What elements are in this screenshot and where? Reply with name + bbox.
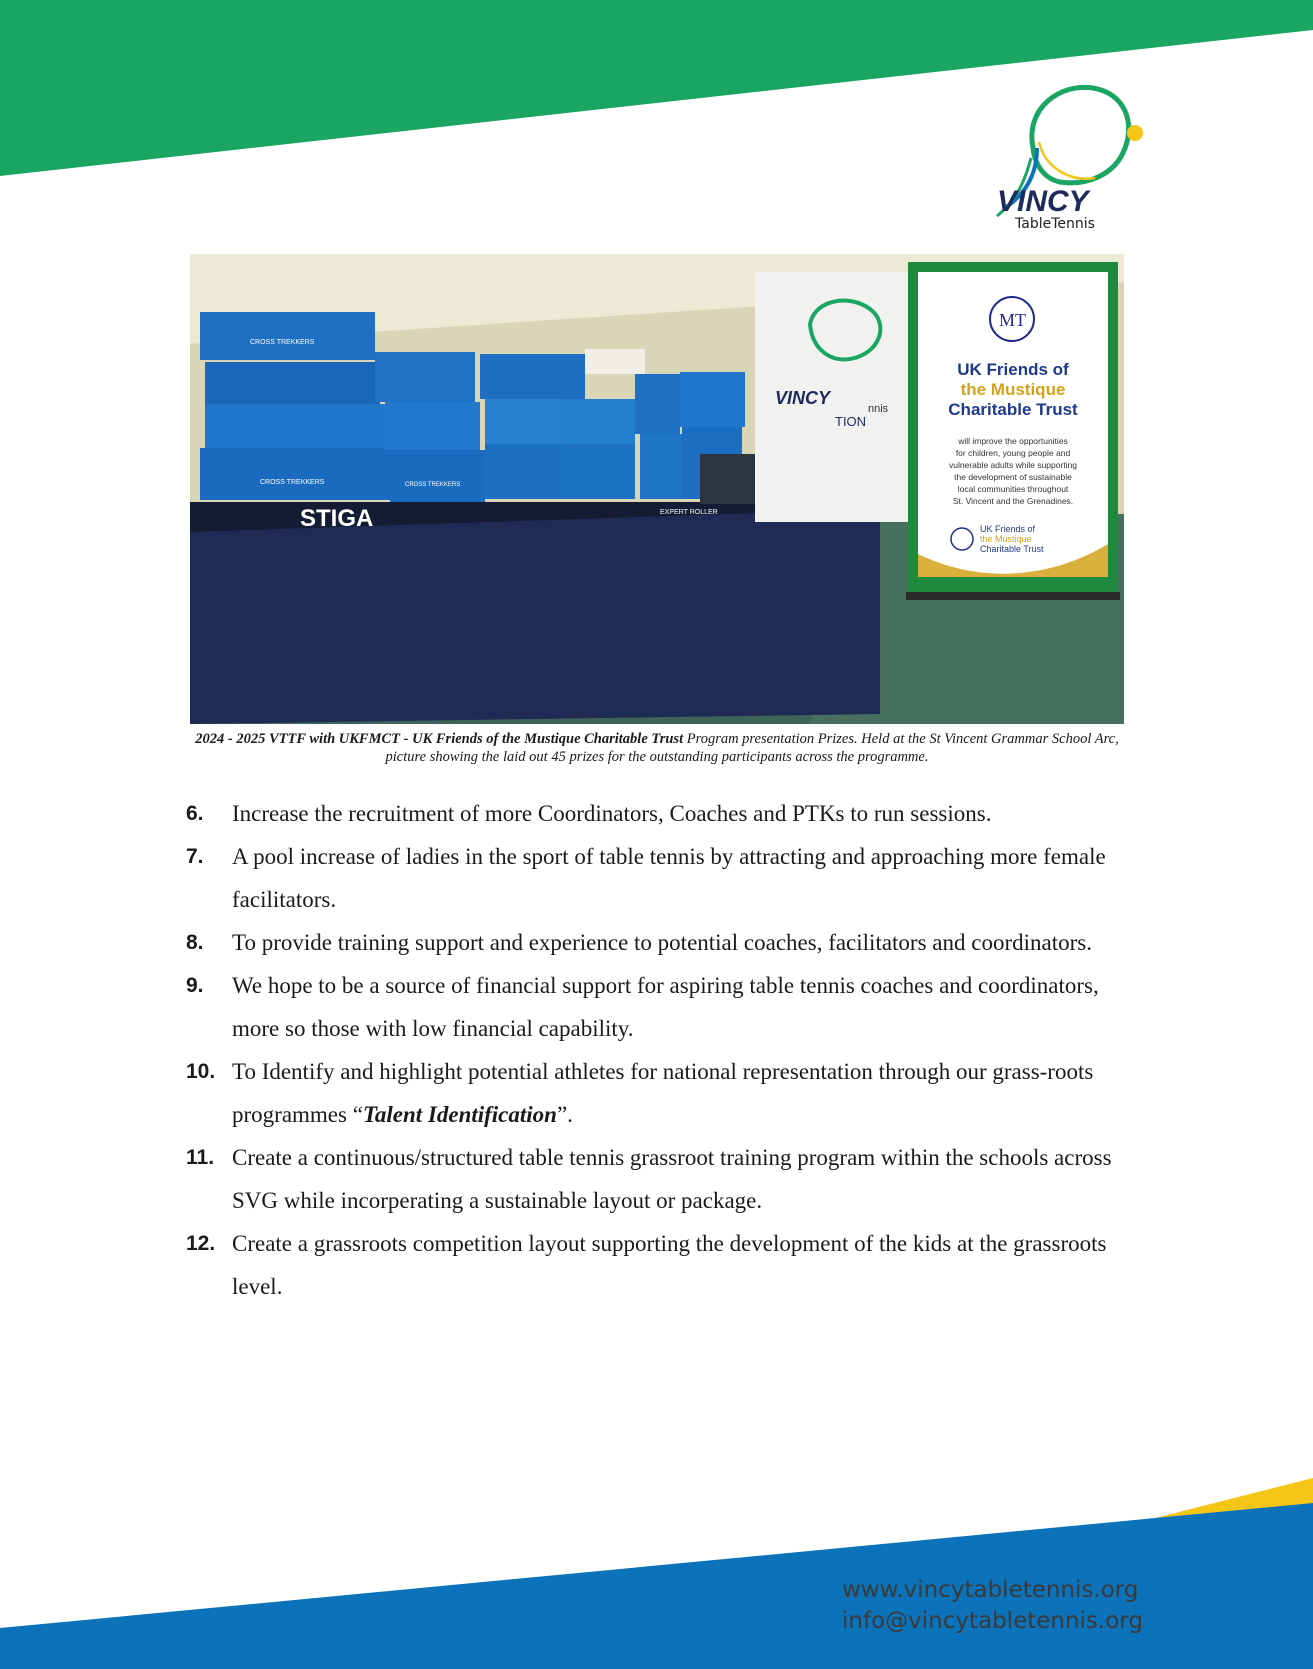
photo-caption <box>180 730 1134 766</box>
caption-bold-part: 2024 - 2025 VTTF with UKFMCT - UK Friends of the Mustique Charitable Trust <box>195 731 684 747</box>
email-text: info@vincytabletennis.org <box>842 1608 1143 1634</box>
banner-vincy-text: VINCY <box>775 388 831 408</box>
list-item <box>186 964 1146 1050</box>
list-item <box>186 1136 1146 1222</box>
list-item <box>186 1050 1146 1136</box>
ball-icon <box>1127 125 1143 141</box>
item-text: To provide training support and experience to potential coaches, facilitators and coordinators. <box>232 930 1092 955</box>
paddle-logo-icon <box>975 78 1155 238</box>
banner-nnis-text: nnis <box>868 403 889 415</box>
list-item <box>186 1222 1146 1308</box>
list-item <box>186 835 1146 921</box>
net-label-text: EXPERT ROLLER <box>660 509 718 516</box>
vincy-table-tennis-logo <box>975 78 1155 238</box>
banner-body-line: for children, young people and <box>955 448 1071 458</box>
vincy-foundation-banner <box>755 272 910 522</box>
item-text: A pool increase of ladies in the sport of table tennis by attracting and approaching more female facilitators. <box>232 844 1106 912</box>
goals-list <box>186 792 1146 1308</box>
caption-rest: Program presentation Prizes. Held at the St Vincent Grammar School Arc, picture showing the laid out 45 prizes for the outstanding participants across the programme. <box>385 731 1119 765</box>
list-item <box>186 921 1146 964</box>
item-text: We hope to be a source of financial support for aspiring table tennis coaches and coordinators, more so those with low financial capability. <box>232 973 1099 1041</box>
banner-tion-text: TION <box>835 414 867 429</box>
item-number: 6. <box>186 802 204 825</box>
bottom-color-bands <box>0 1460 1313 1669</box>
banner-footer-line: Charitable Trust <box>980 544 1044 554</box>
item-number: 11. <box>186 1146 215 1169</box>
banner-body-line: the development of sustainable <box>954 472 1072 482</box>
item-text: Create a continuous/structured table tennis grassroot training program within the schools across SVG while incorperating a sustainable layout or package. <box>232 1145 1112 1213</box>
banner-footer-line: the Mustique <box>980 534 1032 544</box>
stiga-brand-text: STIGA <box>300 505 374 532</box>
item-number: 12. <box>186 1232 216 1255</box>
talent-identification-emphasis: Talent Identification <box>362 1102 557 1127</box>
banner-title-line1: UK Friends of <box>957 360 1069 379</box>
banner-footer-line: UK Friends of <box>980 524 1036 534</box>
prize-presentation-photo <box>190 254 1124 724</box>
banner-body-line: will improve the opportunities <box>958 436 1068 446</box>
item-number: 9. <box>186 974 204 997</box>
ukfmct-banner <box>906 262 1120 600</box>
item-text: Increase the recruitment of more Coordinators, Coaches and PTKs to run sessions. <box>232 801 992 826</box>
item-text-end: ”. <box>556 1102 573 1127</box>
box-label: CROSS TREKKERS <box>260 479 325 486</box>
banner-body-line: local communities throughout <box>957 484 1069 494</box>
logo-word-tabletennis: TableTennis <box>1015 216 1095 232</box>
item-text: Create a grassroots competition layout supporting the development of the kids at the grassroots level. <box>232 1231 1107 1299</box>
banner-body-line: vulnerable adults while supporting <box>948 460 1078 470</box>
box-label: CROSS TREKKERS <box>405 482 461 488</box>
banner-title-line3: Charitable Trust <box>948 400 1078 419</box>
mt-monogram: MT <box>999 310 1026 330</box>
item-number: 10. <box>186 1060 216 1083</box>
banner-title-line2: the Mustique <box>960 380 1066 399</box>
item-text: To Identify and highlight potential athletes for national representation through our grass-roots programmes “ <box>232 1059 1094 1127</box>
banner-body-line: St. Vincent and the Grenadines. <box>952 496 1074 506</box>
item-number: 7. <box>186 845 204 868</box>
logo-word-vincy: VINCY <box>997 185 1089 218</box>
list-item <box>186 792 1146 835</box>
box-label: CROSS TREKKERS <box>250 339 315 346</box>
website-text: www.vincytabletennis.org <box>842 1577 1139 1603</box>
item-number: 8. <box>186 931 204 954</box>
